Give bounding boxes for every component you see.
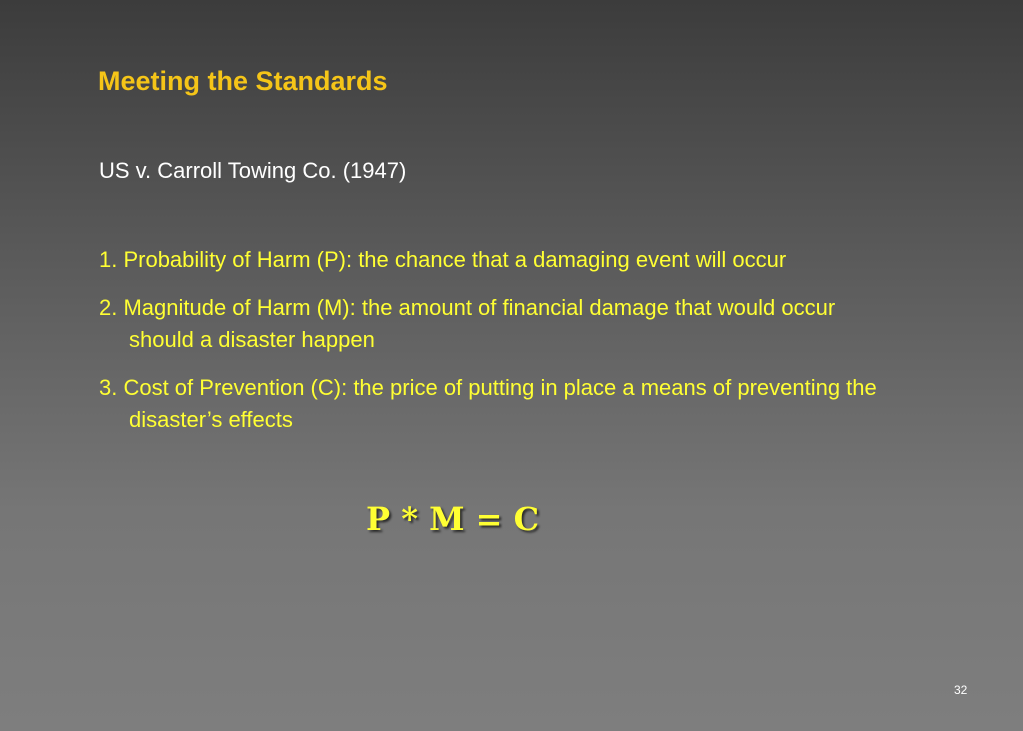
page-number: 32 bbox=[954, 683, 968, 697]
case-citation: US v. Carroll Towing Co. (1947) bbox=[99, 158, 407, 183]
formula: P * M = C bbox=[366, 500, 540, 538]
factor-magnitude: 2. Magnitude of Harm (M): the amount of financial damage that would occur should a disaster happen bbox=[99, 295, 836, 352]
factor-list bbox=[99, 244, 899, 452]
factor-probability: 1. Probability of Harm (P): the chance that a damaging event will occur bbox=[99, 247, 787, 272]
slide-title: Meeting the Standards bbox=[98, 66, 388, 96]
factor-cost: 3. Cost of Prevention (C): the price of putting in place a means of preventing the disaster’s effects bbox=[99, 375, 877, 432]
